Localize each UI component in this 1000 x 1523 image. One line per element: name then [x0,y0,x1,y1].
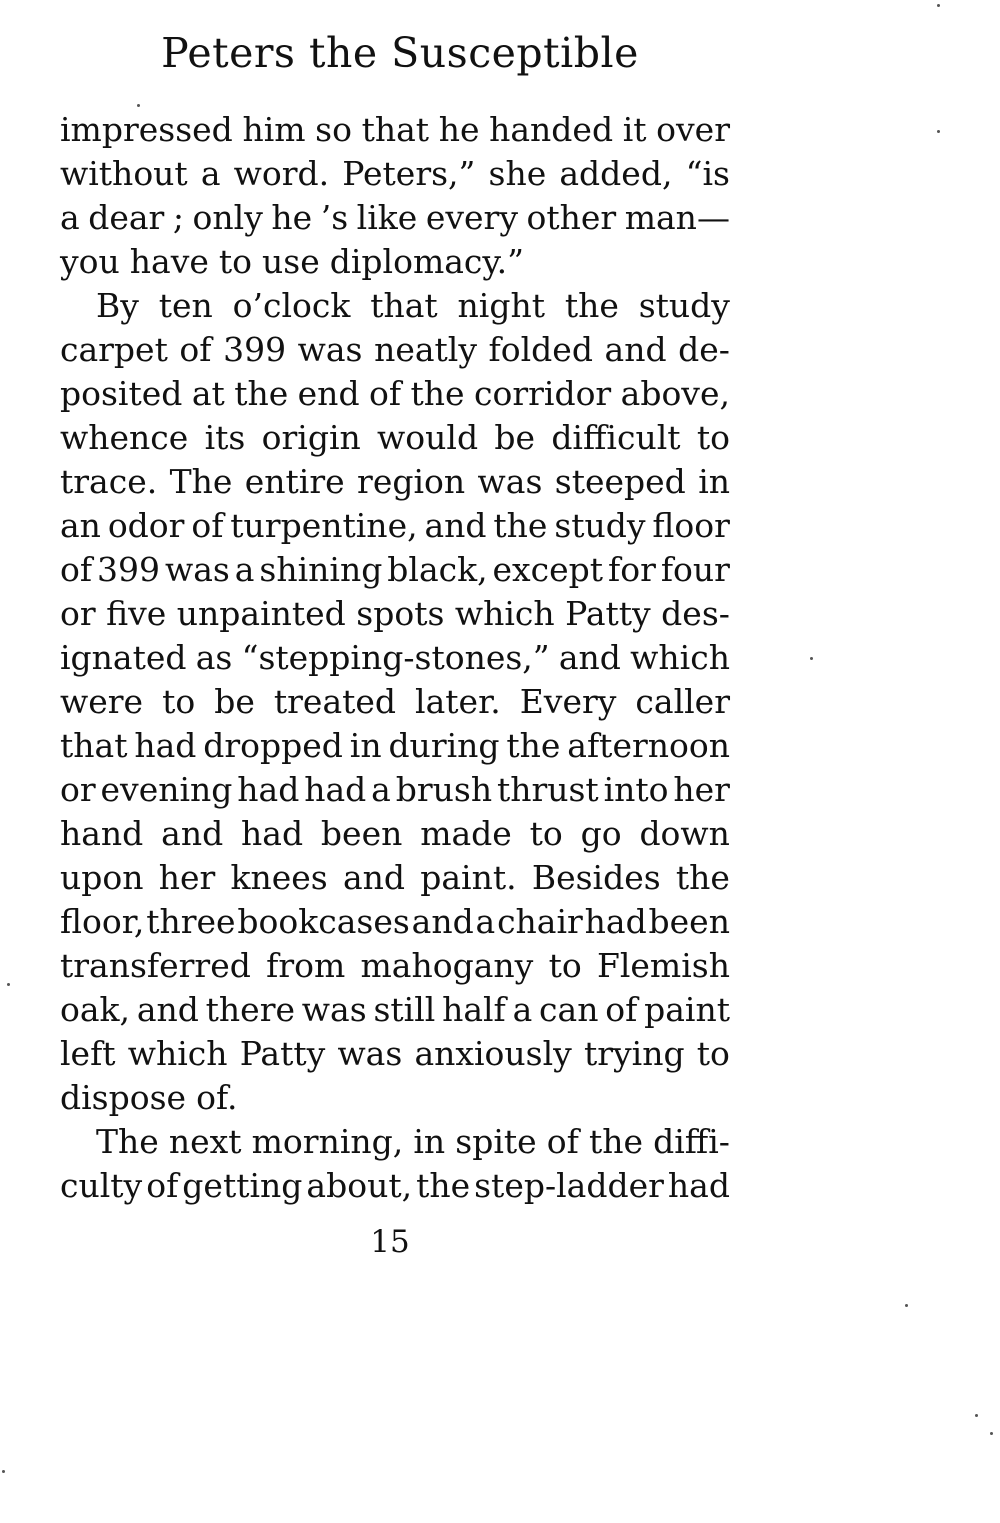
word: a [60,198,80,237]
word: shining [259,550,383,589]
word: man— [624,198,730,237]
word: des- [661,594,730,633]
word: had [134,726,197,765]
word: at [191,374,225,413]
word: its [204,418,246,457]
word: the [675,858,730,897]
word: dispose [60,1078,187,1117]
word: next [168,1122,242,1161]
word: had [667,1166,730,1205]
word: it [622,110,647,149]
word: which [630,638,730,677]
word: culty [60,1166,143,1205]
text-line [60,460,730,504]
text-line [60,592,730,636]
word: made [420,814,512,853]
body-text [60,108,730,1208]
word: her [673,770,730,809]
scan-speck [905,1304,908,1307]
word: Besides [531,858,661,897]
word: a [234,550,255,589]
word: ; [172,198,184,237]
word: half [442,990,506,1029]
word: of. [196,1078,238,1117]
word: ignated [60,638,187,677]
word: as [195,638,233,677]
word: and [558,638,621,677]
word: upon [60,858,144,897]
word: a [200,154,221,193]
word: ten [158,286,213,325]
page-number: 15 [370,1224,410,1260]
text-line [60,680,730,724]
word: word. [233,154,330,193]
word: turpentine, [230,506,418,545]
word: folded [488,330,593,369]
word: paint [644,990,730,1029]
word: the [416,1166,471,1205]
word: about, [306,1166,413,1205]
word: go [580,814,622,853]
text-line [60,812,730,856]
word: use [262,242,320,281]
word: anxiously [414,1034,572,1073]
text-line [60,284,730,328]
word: him [242,110,306,149]
word: been [648,902,730,941]
text-line [60,768,730,812]
text-line [60,944,730,988]
word: steeped [554,462,686,501]
word: to [548,946,582,985]
word: unpainted [176,594,346,633]
word: an [60,506,101,545]
word: every [425,198,518,237]
word: added, [559,154,673,193]
word: the [564,286,619,325]
word: which [454,594,555,633]
word: of [179,330,212,369]
word: chair [497,902,583,941]
word: into [603,770,669,809]
word: spots [356,594,445,633]
word: “stepping-stones,” [241,638,550,677]
scan-speck [137,104,140,107]
word: diffi- [653,1122,730,1161]
scan-speck [937,4,940,7]
word: would [377,418,479,457]
word: was [297,330,363,369]
word: was [164,550,230,589]
word: entire [244,462,345,501]
word: Flemish [596,946,730,985]
text-line [60,504,730,548]
word: transferred [60,946,251,985]
word: you [60,242,120,281]
word: in [413,1122,446,1161]
word: to [162,682,196,721]
word: he [271,198,313,237]
word: caller [635,682,730,721]
word: night [457,286,545,325]
word: in [698,462,730,501]
word: other [526,198,617,237]
word: and [136,990,199,1029]
word: odor [107,506,185,545]
word: trying [584,1034,685,1073]
word: corridor [473,374,612,413]
word: and [411,902,474,941]
text-line [60,108,730,152]
word: to [696,418,730,457]
word: whence [60,418,189,457]
word: The [169,462,233,501]
word: diplomacy.” [329,242,525,281]
word: her [158,858,216,897]
word: impressed [60,110,233,149]
word: be [214,682,255,721]
word: had [241,814,304,853]
word: of [605,990,638,1029]
word: floor [652,506,730,545]
word: to [218,242,253,281]
scan-speck [937,130,940,133]
word: a [475,902,496,941]
word: de- [678,330,730,369]
word: be [494,418,536,457]
word: study [638,286,730,325]
word: of [546,1122,579,1161]
word: ’s [320,198,349,237]
word: was [477,462,543,501]
word: like [356,198,418,237]
word: floor, [60,902,145,941]
word: and [342,858,406,897]
word: handed [489,110,614,149]
word: from [266,946,346,985]
word: origin [261,418,361,457]
word: to [529,814,563,853]
word: 399 [223,330,287,369]
word: The [96,1122,159,1161]
word: Peters,” [342,154,476,193]
word: in [349,726,382,765]
word: treated [273,682,397,721]
text-line [60,240,730,284]
word: was [337,1034,403,1073]
text-line [60,1164,730,1208]
word: difficult [551,418,681,457]
word: had [237,770,300,809]
scan-speck [2,1470,5,1473]
word: which [127,1034,228,1073]
scan-speck [810,657,813,660]
word: she [488,154,547,193]
word: dropped [203,726,343,765]
word: had [304,770,367,809]
word: been [320,814,403,853]
word: dear [88,198,165,237]
word: morning, [251,1122,404,1161]
text-line [60,548,730,592]
text-line [60,724,730,768]
word: and [604,330,667,369]
word: region [357,462,466,501]
word: evening [100,770,233,809]
word: over [656,110,730,149]
text-line [60,988,730,1032]
word: later. [415,682,501,721]
word: the [506,726,561,765]
word: of [191,506,224,545]
word: posited [60,374,183,413]
word: the [588,1122,643,1161]
word: bookcases [237,902,410,941]
word: or [60,594,96,633]
word: knees [230,858,328,897]
text-line [60,1120,730,1164]
word: o’clock [232,286,351,325]
word: for [608,550,656,589]
word: Every [519,682,617,721]
word: “is [685,154,730,193]
word: hand [60,814,144,853]
word: three [146,902,236,941]
word: paint. [420,858,517,897]
word: carpet [60,330,168,369]
word: left [60,1034,116,1073]
word: only [192,198,263,237]
word: oak, [60,990,131,1029]
word: the [410,374,465,413]
text-line [60,196,730,240]
word: brush [395,770,493,809]
word: a [512,990,533,1029]
word: was [301,990,367,1029]
word: were [60,682,144,721]
word: spite [455,1122,537,1161]
text-line [60,152,730,196]
word: neatly [374,330,477,369]
word: that [60,726,128,765]
scan-speck [990,1432,993,1435]
text-line [60,636,730,680]
text-line [60,416,730,460]
running-title: Peters the Susceptible [161,29,639,77]
word: there [205,990,296,1029]
word: end [297,374,360,413]
word: trace. [60,462,158,501]
text-line [60,1032,730,1076]
word: of [60,550,93,589]
word: four [660,550,730,589]
word: a [371,770,391,809]
word: By [96,286,139,325]
word: can [539,990,599,1029]
text-line [60,372,730,416]
word: 399 [97,550,161,589]
word: afternoon [567,726,730,765]
word: Patty [239,1034,326,1073]
word: or [60,770,96,809]
text-line [60,1076,730,1120]
word: the [493,506,548,545]
word: step-ladder [474,1166,664,1205]
word: thrust [496,770,599,809]
text-line [60,856,730,900]
word: that [361,110,430,149]
scan-speck [975,1414,978,1417]
word: of [146,1166,179,1205]
word: black, [387,550,488,589]
text-line [60,328,730,372]
word: of [369,374,402,413]
word: and [424,506,487,545]
word: he [438,110,480,149]
word: five [106,594,167,633]
word: so [315,110,352,149]
word: that [370,286,438,325]
word: without [60,154,188,193]
word: have [129,242,209,281]
text-line [60,900,730,944]
word: to [696,1034,730,1073]
word: and [161,814,224,853]
word: down [639,814,730,853]
word: still [373,990,436,1029]
word: above, [620,374,730,413]
word: during [388,726,500,765]
word: except [492,550,604,589]
word: study [554,506,646,545]
word: had [584,902,647,941]
word: Patty [565,594,651,633]
scan-speck [7,983,10,986]
word: the [234,374,289,413]
word: mahogany [360,946,534,985]
word: getting [182,1166,303,1205]
